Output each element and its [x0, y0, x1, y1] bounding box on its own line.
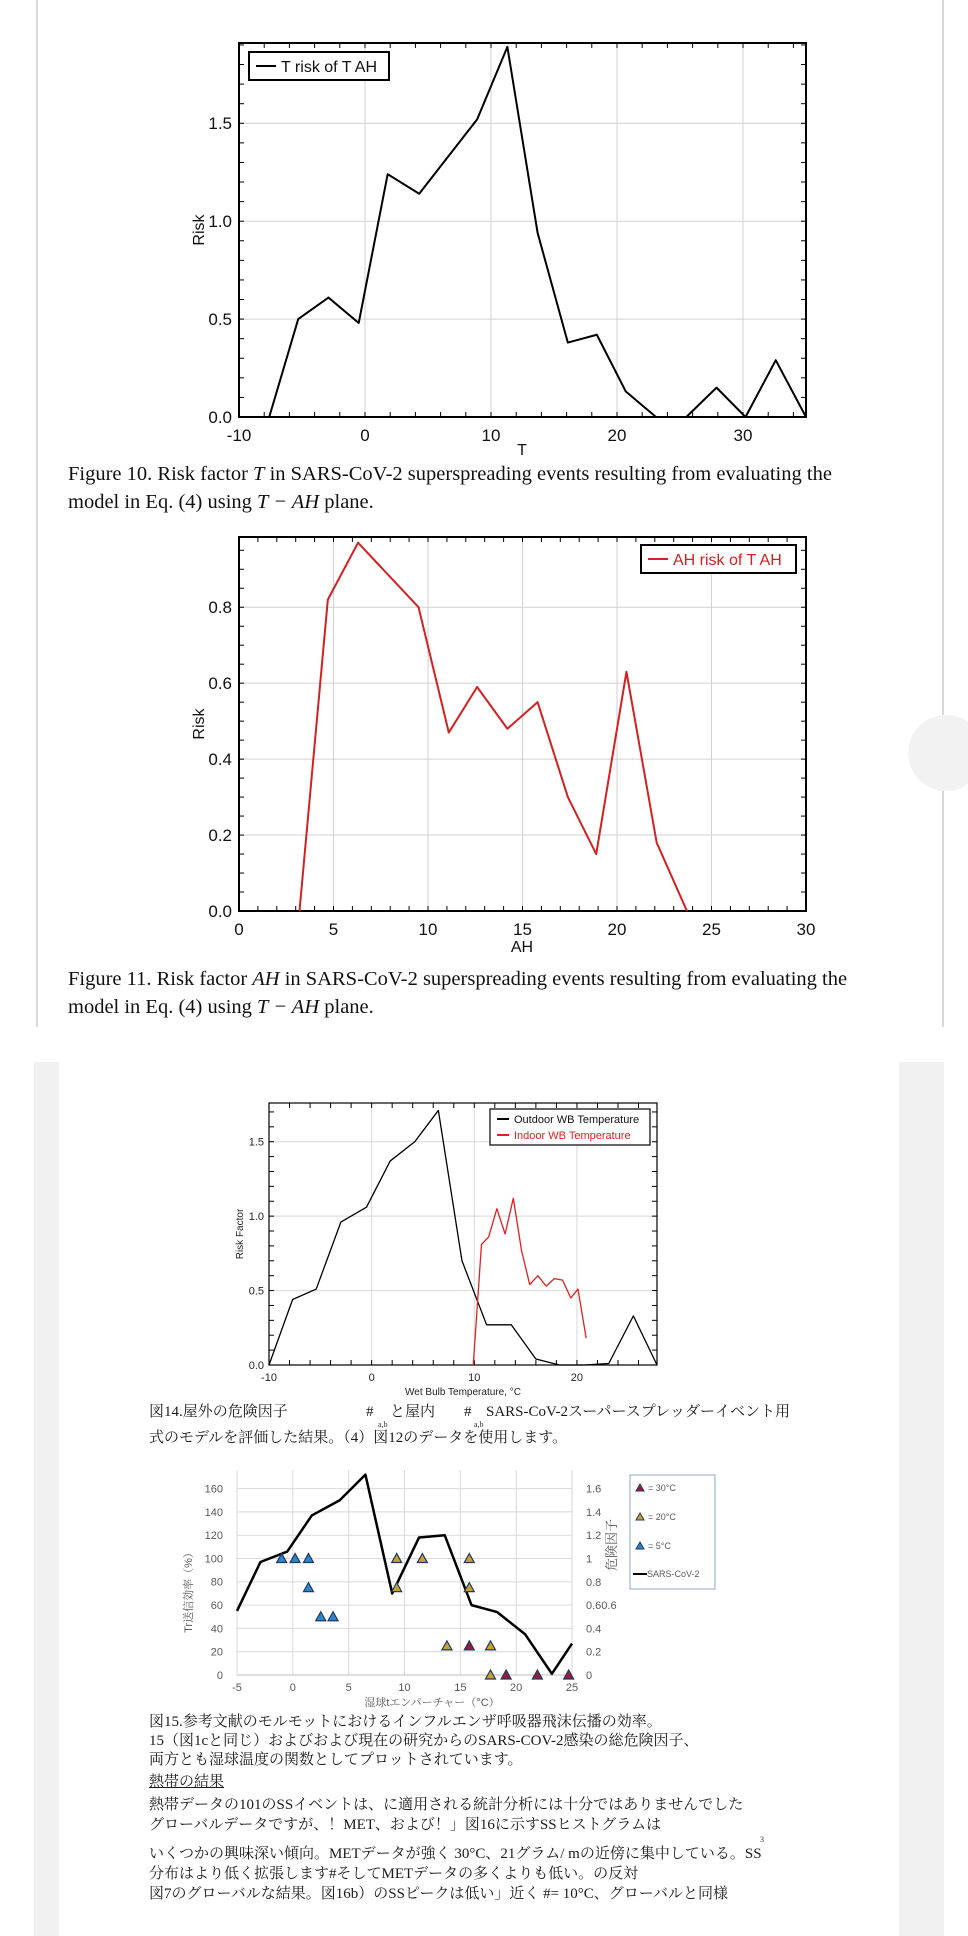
chart-4 — [181, 1470, 715, 1709]
triangle-marker — [328, 1612, 338, 1621]
x-tick-label: -10 — [226, 426, 252, 445]
y-tick-label: 80 — [210, 1576, 223, 1589]
chart-3 — [235, 1103, 657, 1398]
caption-text: Figure 11. Risk factor — [68, 968, 253, 990]
y-tick-label: 1.5 — [248, 1136, 264, 1149]
legend — [490, 1109, 650, 1145]
fig15-caption-line: 両方とも湿球温度の関数としてプロットされています。 — [149, 1752, 523, 1768]
y-tick-label: 140 — [204, 1506, 223, 1519]
series-line-t-risk-of-t-ah — [269, 47, 806, 417]
series-line-ah-risk-of-t-ah — [299, 543, 686, 911]
x-tick-label: 25 — [702, 920, 721, 939]
y-tick-label: 1.0 — [248, 1210, 264, 1223]
triangle-marker — [303, 1583, 313, 1592]
y-right-tick-label: 1 — [586, 1553, 593, 1566]
y-tick-label: 0.0 — [248, 1359, 264, 1372]
legend-label: AH risk of T AH — [673, 551, 782, 569]
hash-symbol: # — [366, 1404, 374, 1420]
y-right-tick-label: 1.2 — [586, 1530, 602, 1543]
y-right-tick-label: 0.2 — [586, 1646, 602, 1659]
y-tick-label: 40 — [210, 1623, 223, 1636]
x-tick-label: 0 — [234, 920, 244, 939]
x-tick-label: 10 — [398, 1682, 411, 1694]
y-right-tick-label: 1.4 — [586, 1506, 602, 1519]
y-tick-label: 0.8 — [208, 598, 232, 618]
x-tick-label: 10 — [468, 1372, 481, 1384]
x-axis-title: Wet Bulb Temperature, °C — [405, 1387, 521, 1398]
fig15-caption-line: 15（図1cと同じ）およびおよび現在の研究からのSARS-COV-2感染の総危険因子、 — [149, 1733, 699, 1749]
x-tick-label: 0 — [368, 1372, 375, 1384]
legend-label: Indoor WB Temperature — [514, 1129, 631, 1142]
y-axis-title: Risk Factor — [235, 1208, 246, 1260]
x-tick-label: 25 — [565, 1682, 579, 1694]
subscript: a,b — [378, 1420, 388, 1429]
y-axis-title: Risk — [191, 708, 208, 740]
x-axis-title: AH — [510, 939, 534, 956]
y-tick-label: 120 — [204, 1530, 223, 1543]
y-tick-label: 0.5 — [208, 310, 232, 330]
x-tick-label: 20 — [570, 1372, 584, 1384]
fig14-caption-line1: 図14.屋外の危険因子 — [149, 1404, 288, 1420]
y-axis-title: Risk — [191, 214, 208, 246]
y-right-tick-label: 0.60.6 — [586, 1600, 617, 1613]
x-tick-label: -10 — [261, 1372, 277, 1384]
y-tick-label: 0.0 — [208, 407, 232, 427]
legend-label: SARS-CoV-2 — [647, 1569, 700, 1579]
series-line-indoor-wb-temperature — [473, 1198, 586, 1365]
caption-var: AH — [252, 968, 280, 990]
y-tick-label: 160 — [204, 1483, 223, 1496]
x-tick-label: 5 — [345, 1682, 352, 1694]
paragraph-line: 熱帯データの101のSSイベントは、に適用される統計分析には十分ではありませんでした — [149, 1797, 744, 1813]
y-right-axis-title: 危険因子 — [604, 1518, 619, 1572]
x-tick-label: 15 — [454, 1682, 467, 1694]
legend-label: = 5°C — [648, 1541, 671, 1551]
paragraph-line: 図7のグローバルな結果。図16b）のSSピークは低い」近く #= 10°C、グローバルと同様 — [149, 1886, 729, 1902]
legend-label: Outdoor WB Temperature — [514, 1113, 640, 1126]
triangle-marker — [485, 1641, 495, 1650]
x-tick-label: 5 — [328, 920, 339, 939]
caption-text: plane. — [319, 491, 374, 513]
y-right-tick-label: 0.8 — [586, 1576, 602, 1589]
chart-1 — [191, 43, 806, 459]
y-right-tick-label: 0.4 — [586, 1623, 602, 1636]
triangle-marker — [464, 1641, 474, 1650]
y-tick-label: 0.2 — [208, 826, 232, 846]
x-tick-label: 20 — [607, 920, 627, 939]
y-tick-label: 0.6 — [208, 674, 232, 694]
caption-var: T − AH — [257, 491, 320, 513]
x-axis-title: T — [517, 442, 527, 459]
caption-text: in SARS-CoV-2 superspreading events resulting from evaluating the — [264, 463, 832, 485]
y-tick-label: 1.5 — [208, 114, 232, 134]
legend — [249, 52, 389, 80]
section-heading: 熱帯の結果 — [149, 1774, 225, 1790]
triangle-marker — [392, 1583, 402, 1592]
y-right-tick-label: 0 — [586, 1670, 593, 1682]
paragraph-line: グローバルデータですが、！MET、および！」図16に示すSSヒストグラムは — [149, 1817, 662, 1833]
y-tick-label: 0.4 — [208, 750, 232, 770]
x-tick-label: 10 — [418, 920, 438, 939]
legend-label: = 30°C — [648, 1483, 676, 1493]
x-tick-label: 10 — [481, 426, 501, 445]
legend-label: = 20°C — [648, 1512, 676, 1522]
fig14-caption-text: SARS-CoV-2スーパースプレッダーイベント用 — [486, 1404, 790, 1420]
x-tick-label: -5 — [232, 1682, 242, 1694]
y-tick-label: 0 — [216, 1669, 223, 1682]
caption-text: Figure 10. Risk factor — [68, 463, 254, 485]
y-right-tick-label: 1.6 — [586, 1483, 602, 1496]
superscript: 3 — [760, 1835, 764, 1844]
caption-text: model in Eq. (4) using — [68, 996, 258, 1018]
x-tick-label: 30 — [733, 426, 753, 445]
fig14-caption-line2: 式のモデルを評価した結果。（4）図12のデータを使用します。 — [149, 1430, 568, 1446]
triangle-marker — [442, 1641, 452, 1650]
subscript: a,b — [474, 1420, 484, 1429]
plot-frame — [239, 43, 806, 417]
x-axis-title: 湿球tエンパーチャー（°C） — [364, 1697, 500, 1709]
y-tick-label: 20 — [210, 1646, 223, 1659]
caption-var: T − AH — [257, 996, 320, 1018]
y-axis-title: Tr送信効率（%） — [183, 1547, 195, 1633]
hash-symbol: # — [464, 1404, 472, 1420]
x-tick-label: 15 — [513, 920, 532, 939]
caption-text: plane. — [319, 996, 374, 1018]
fig14-caption-text: と屋内 — [390, 1404, 436, 1420]
legend — [641, 545, 796, 573]
x-tick-label: 0 — [289, 1682, 296, 1694]
y-tick-label: 0.5 — [248, 1285, 264, 1298]
paragraph-line: いくつかの興味深い傾向。METデータが強く 30°C、21グラム/ mの近傍に集中している。SS — [149, 1846, 762, 1862]
legend — [630, 1475, 715, 1589]
x-tick-label: 0 — [360, 426, 370, 445]
y-tick-label: 100 — [204, 1553, 223, 1566]
caption-text: model in Eq. (4) using — [68, 491, 258, 513]
caption-text: in SARS-CoV-2 superspreading events resulting from evaluating the — [279, 968, 848, 990]
y-tick-label: 1.0 — [208, 212, 232, 232]
chart-2 — [191, 537, 815, 956]
x-tick-label: 20 — [510, 1682, 523, 1694]
fig15-caption-line: 図15.参考文献のモルモットにおけるインフルエンザ呼吸器飛沫伝播の効率。 — [149, 1714, 662, 1730]
series-line-outdoor-wb-temperature — [269, 1110, 657, 1365]
legend-label: T risk of T AH — [281, 58, 378, 76]
y-tick-label: 60 — [210, 1599, 223, 1612]
x-tick-label: 20 — [607, 426, 627, 445]
triangle-marker — [316, 1612, 326, 1621]
paragraph-line: 分布はより低く拡張します#そしてMETデータの多くよりも低い。の反対 — [149, 1866, 639, 1882]
y-tick-label: 0.0 — [208, 901, 232, 921]
x-tick-label: 30 — [796, 920, 816, 939]
caption-var: T — [253, 463, 265, 485]
